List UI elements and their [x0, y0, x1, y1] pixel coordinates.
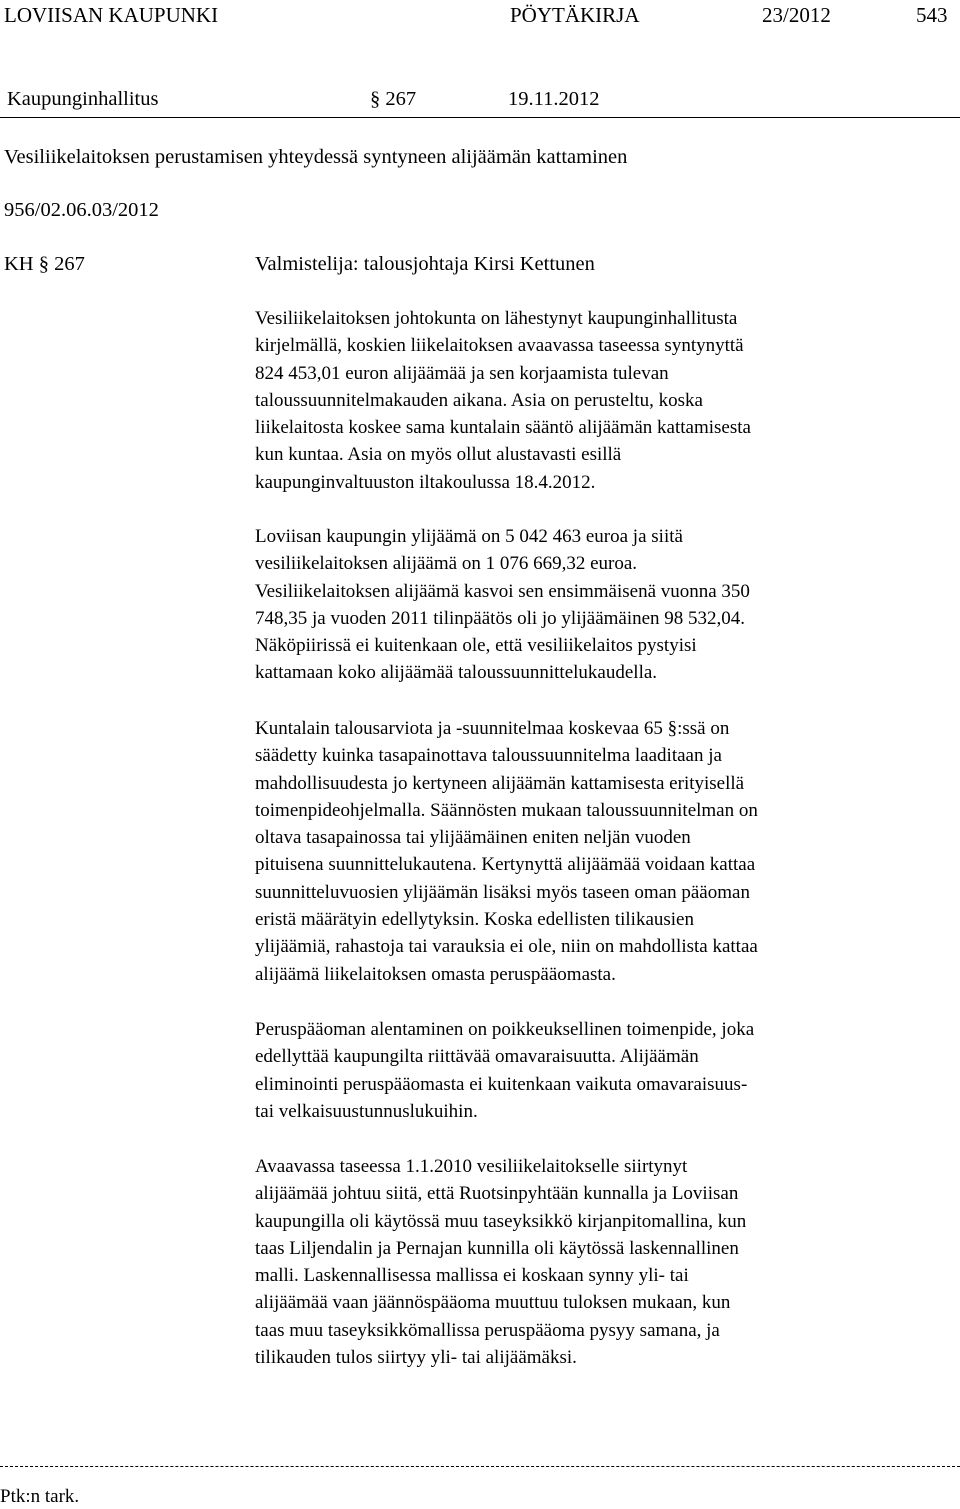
paragraph-line: ylijäämiä, rahastoja tai varauksia ei ole, niin on mahdollista kattaa: [255, 936, 758, 958]
paragraph-line: eristä määrätyin edellytyksin. Koska edellisten tilikausien: [255, 909, 694, 931]
paragraph-5: [255, 1153, 915, 1371]
meeting-divider: [0, 117, 960, 118]
paragraph-line: Vesiliikelaitoksen johtokunta on lähestynyt kaupunginhallitusta: [255, 308, 738, 329]
meeting-date: 19.11.2012: [508, 88, 600, 110]
paragraph-line: toimenpideohjelmalla. Säännösten mukaan taloussuunnitelman on: [255, 799, 758, 821]
paragraph-line: kaupungilla oli käytössä muu taseyksikkö kirjanpitomallina, kun: [255, 1210, 747, 1232]
paragraph-line: kirjelmällä, koskien liikelaitoksen avaavassa taseessa syntynyttä: [255, 335, 744, 357]
footer-inspection-label: Ptk:n tark.: [0, 1486, 80, 1507]
header-page-number: 543: [916, 3, 948, 27]
paragraph-line: liikelaitosta koskee sama kuntalain sääntö alijäämän kattamisesta: [255, 417, 751, 439]
paragraph-line: Näköpiirissä ei kuitenkaan ole, että vesiliikelaitos pystyisi: [255, 635, 697, 657]
paragraph-line: malli. Laskennallisessa mallissa ei koskaan synny yli- tai: [255, 1265, 689, 1287]
meeting-section: § 267: [370, 88, 417, 110]
paragraph-line: suunnitteluvuosien ylijäämän lisäksi myös taseen oman pääoman: [255, 881, 750, 903]
meeting-body: Kaupunginhallitus: [7, 88, 159, 110]
header-org: LOVIISAN KAUPUNKI: [4, 3, 219, 27]
paragraph-line: taas muu taseyksikkömallissa peruspääoma pysyy samana, ja: [255, 1319, 720, 1341]
kh-section: KH § 267: [4, 253, 85, 275]
reference-number: 956/02.06.03/2012: [4, 199, 159, 221]
paragraph-line: Kuntalain talousarviota ja -suunnitelmaa koskevaa 65 §:ssä on: [255, 718, 730, 739]
paragraph-line: alijäämä liikelaitoksen omasta peruspääomasta.: [255, 963, 616, 985]
paragraph-line: Avaavassa taseessa 1.1.2010 vesiliikelaitokselle siirtynyt: [255, 1156, 688, 1177]
paragraph-line: kaupunginvaltuuston iltakoulussa 18.4.2012.: [255, 471, 596, 493]
paragraph-line: vesiliikelaitoksen alijäämä on 1 076 669,32 euroa.: [255, 553, 638, 575]
paragraph-line: Loviisan kaupungin ylijäämä on 5 042 463 euroa ja siitä: [255, 526, 683, 547]
paragraph-line: edellyttää kaupungilta riittävää omavaraisuutta. Alijäämän: [255, 1046, 699, 1068]
paragraph-line: alijäämää vaan jäännöspääoma muuttuu tuloksen mukaan, kun: [255, 1292, 731, 1314]
paragraph-line: eliminointi peruspääomasta ei kuitenkaan vaikuta omavaraisuus-: [255, 1073, 748, 1095]
paragraph-1: [255, 305, 915, 496]
paragraph-line: taloussuunnitelmakauden aikana. Asia on perusteltu, koska: [255, 389, 703, 411]
paragraph-4: [255, 1016, 915, 1125]
header-issue: 23/2012: [762, 3, 831, 27]
paragraph-2: [255, 523, 915, 687]
paragraph-line: Vesiliikelaitoksen alijäämä kasvoi sen ensimmäisenä vuonna 350: [255, 580, 750, 602]
paragraph-line: 824 453,01 euron alijäämää ja sen korjaamista tulevan: [255, 362, 669, 384]
preparer: Valmistelija: talousjohtaja Kirsi Kettunen: [255, 253, 595, 275]
paragraph-line: oltava tasapainossa tai ylijäämäinen eniten neljän vuoden: [255, 827, 691, 849]
paragraph-line: tai velkaisuustunnuslukuihin.: [255, 1100, 478, 1122]
paragraph-line: taas Liljendalin ja Pernajan kunnilla oli käytössä laskennallinen: [255, 1237, 739, 1259]
paragraph-3: [255, 715, 915, 988]
paragraph-line: 748,35 ja vuoden 2011 tilinpäätös oli jo ylijäämäinen 98 532,04.: [255, 607, 746, 629]
paragraph-line: pituisena suunnittelukautena. Kertynyttä alijäämää voidaan kattaa: [255, 854, 756, 876]
header-doc-type: PÖYTÄKIRJA: [510, 3, 640, 27]
paragraph-line: kun kuntaa. Asia on myös ollut alustavasti esillä: [255, 444, 622, 466]
footer-divider: [0, 1466, 960, 1467]
paragraph-line: alijäämää johtuu siitä, että Ruotsinpyhtään kunnalla ja Loviisan: [255, 1183, 739, 1205]
paragraph-line: mahdollisuudesta jo kertyneen alijäämän kattamisesta erityisellä: [255, 772, 745, 794]
paragraph-line: Peruspääoman alentaminen on poikkeuksellinen toimenpide, joka: [255, 1019, 755, 1040]
subject-title: Vesiliikelaitoksen perustamisen yhteydessä syntyneen alijäämän kattaminen: [4, 146, 628, 168]
paragraph-line: kattamaan koko alijäämää taloussuunnittelukaudella.: [255, 662, 658, 684]
paragraph-line: tilikauden tulos siirtyy yli- tai alijäämäksi.: [255, 1347, 577, 1369]
paragraph-line: säädetty kuinka tasapainottava taloussuunnitelma laaditaan ja: [255, 745, 722, 767]
